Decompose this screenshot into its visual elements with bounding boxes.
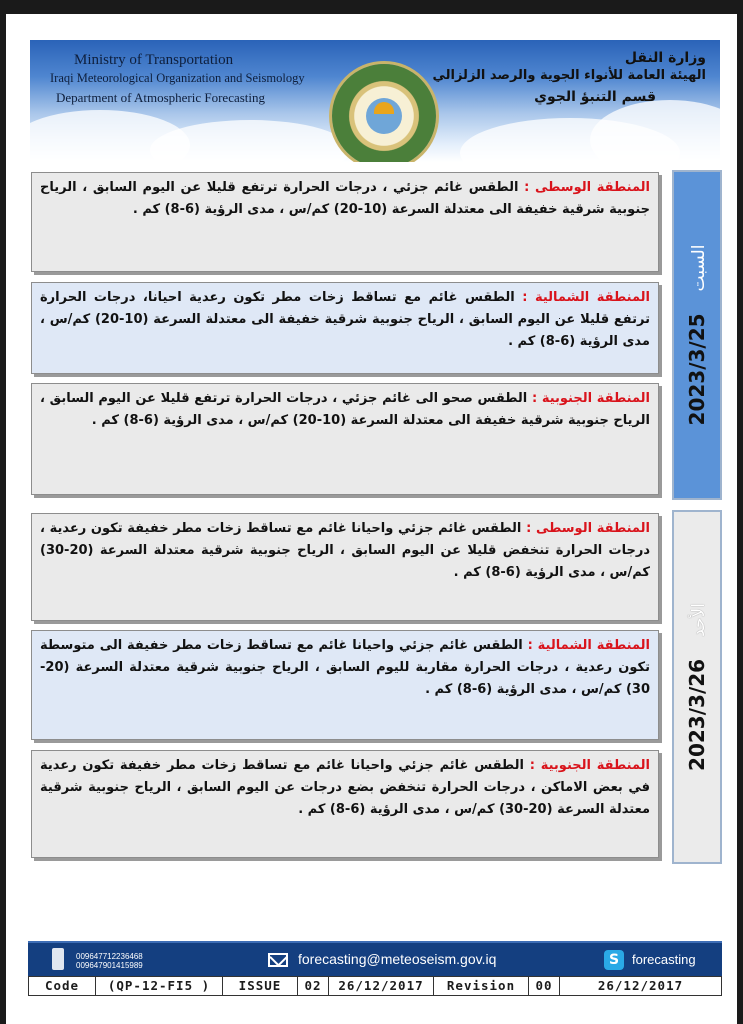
ministry-name-ar: وزارة النقل (624, 50, 706, 66)
cloud-decoration (590, 100, 720, 162)
forecast-north-day1 (31, 282, 659, 374)
forecast-text: الطقس غائم جزئي ، درجات الحرارة ترتفع قليلا عن اليوم السابق ، الرياح جنوبية شرقية خفيفة الى معتدلة السرعة (10-20) كم/س ، مدى الرؤية (6-8) كم . (40, 180, 650, 217)
arabic-header (432, 50, 706, 105)
email-address[interactable]: forecasting@meteoseism.gov.iq (298, 951, 497, 967)
day-date: 2023/3/25 (685, 313, 709, 426)
day-label-saturday (672, 170, 722, 500)
department-name-en: Department of Atmospheric Forecasting (56, 90, 266, 105)
region-label: المنطقة الوسطى : (526, 521, 650, 536)
phone-numbers (76, 952, 143, 970)
skype-icon: S (604, 950, 624, 970)
ministry-name-en: Ministry of Transportation (74, 52, 234, 68)
region-label: المنطقة الجنوبية : (531, 391, 650, 406)
department-name-ar: قسم التنبؤ الجوي (534, 89, 656, 105)
revision-label: Revision (434, 977, 529, 995)
forecast-text: الطقس صحو الى غائم جزئي ، درجات الحرارة ترتفع قليلا عن اليوم السابق ، الرياح جنوبية شرقية خفيفة الى معتدلة السرعة (10-20) كم/س ، مدى الرؤية (6-8) كم . (40, 391, 650, 428)
forecast-text: الطقس غائم مع تساقط زخات مطر تكون رعدية احيانا، درجات الحرارة ترتفع قليلا عن اليوم السابق ، الرياح جنوبية شرقية خفيفة الى معتدلة السرعة (10-20) كم/س ، مدى الرؤية (6-8) كم . (40, 290, 650, 349)
phone-number: 009647901415989 (76, 961, 143, 970)
contact-footer (28, 941, 722, 977)
phone-icon (52, 948, 64, 970)
forecast-south-day1 (31, 383, 659, 495)
region-label: المنطقة الشمالية : (527, 638, 651, 653)
document-code-bar (28, 976, 722, 996)
forecast-central-day2 (31, 513, 659, 621)
revision-date: 26/12/2017 (597, 978, 684, 993)
forecast-text: الطقس غائم جزئي واحيانا غائم مع تساقط زخات مطر خفيفة الى متوسطة تكون رعدية ، درجات الحرارة مقاربة لليوم السابق ، الرياح جنوبية شرقية معتدلة السرعة (20-30) كم/س ، مدى الرؤية (6-8) كم . (40, 638, 650, 697)
left-frame-bar (0, 14, 6, 1024)
region-label: المنطقة الشمالية : (522, 290, 651, 305)
code-label: Code (29, 977, 96, 995)
forecast-central-day1 (31, 172, 659, 272)
issue-value: 02 (298, 977, 329, 995)
day-name: السبت (689, 244, 709, 292)
english-header (50, 52, 310, 106)
issue-date: 26/12/2017 (329, 977, 434, 995)
revision-value: 00 (529, 977, 560, 995)
organization-logo (332, 64, 436, 162)
day-name: الأحد (689, 603, 709, 637)
forecast-south-day2 (31, 750, 659, 858)
organization-name-ar: الهيئة العامة للأنواء الجوية والرصد الزلزالي (432, 68, 706, 83)
day-date: 2023/3/26 (685, 658, 709, 771)
mail-icon (268, 953, 288, 967)
right-frame-bar (737, 14, 743, 1024)
skype-handle: forecasting (632, 952, 696, 967)
organization-name-en: Iraqi Meteorological Organization and Seismology (50, 71, 305, 85)
cloud-decoration (150, 120, 350, 162)
day-label-sunday (672, 510, 722, 864)
issue-label: ISSUE (223, 977, 298, 995)
forecast-text: الطقس غائم جزئي واحيانا غائم مع تساقط زخات مطر خفيفة تكون رعدية في بعض الاماكن ، درجات الحرارة تنخفض بضع درجات عن اليوم السابق ، الرياح جنوبية شرقية معتدلة السرعة (20-30) كم/س ، مدى الرؤية (6-8) كم . (40, 758, 650, 817)
code-value: (QP-12-FI5 ) (96, 977, 223, 995)
forecast-north-day2 (31, 630, 659, 740)
phone-number: 009647712236468 (76, 952, 143, 961)
forecast-text: الطقس غائم جزئي واحيانا غائم مع تساقط زخات مطر خفيفة تكون رعدية ، درجات الحرارة تنخفض قليلا عن اليوم السابق ، الرياح جنوبية شرقية معتدلة السرعة (20-30) كم/س ، مدى الرؤية (6-8) كم . (40, 521, 650, 580)
region-label: المنطقة الجنوبية : (529, 758, 651, 773)
header-banner (30, 40, 720, 162)
top-frame-bar (0, 0, 743, 14)
region-label: المنطقة الوسطى : (524, 180, 650, 195)
